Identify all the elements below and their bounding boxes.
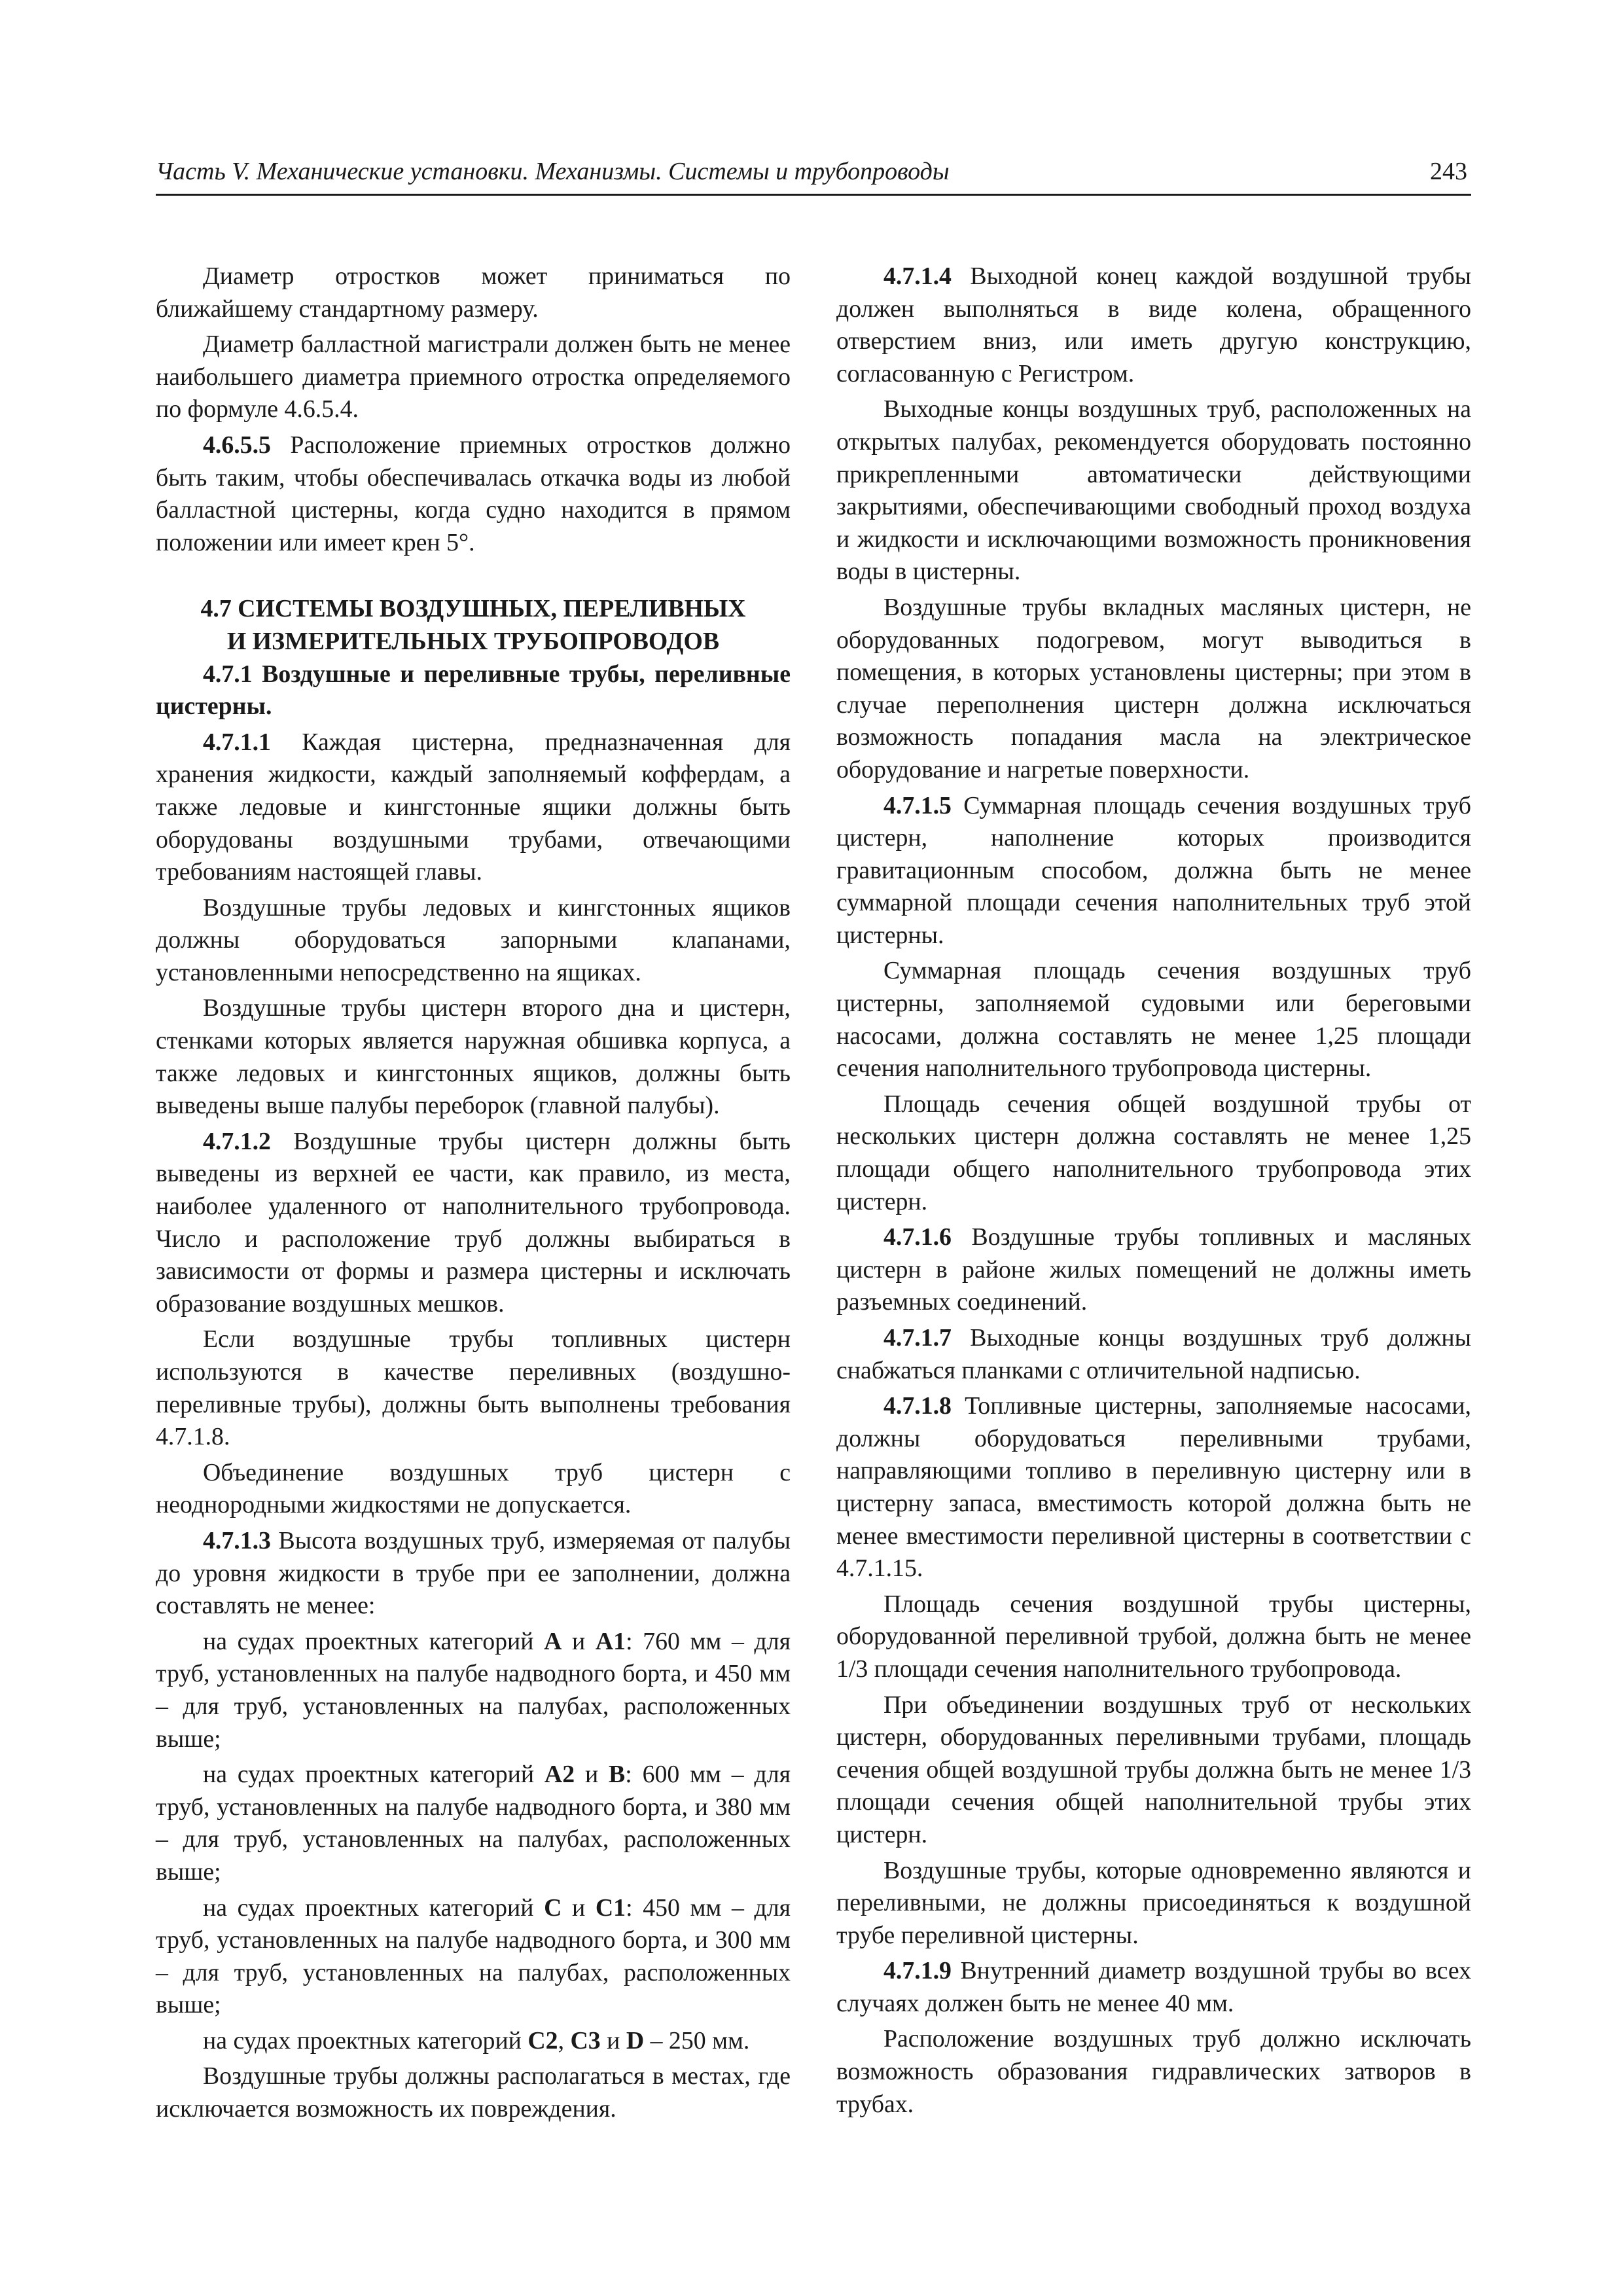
clause-number: 4.7.1.6 [883,1223,952,1251]
clause-number: 4.7.1.7 [883,1324,952,1352]
paragraph: Суммарная площадь сечения воздушных труб цистерны, заполняемой судовыми или береговыми насосами, должна составлять не менее 1,25 площади сечения наполнительного трубопровода цистерны. [836,957,1471,1083]
category-label: С [544,1893,562,1922]
right-column [836,260,1471,2121]
paragraph-text: на судах проектных категорий [203,1893,544,1922]
running-title: Часть V. Механические установки. Механизмы. Системы и трубопроводы [156,158,950,185]
paragraph-text: , [558,2026,571,2054]
paragraph: Площадь сечения воздушной трубы цистерны, оборудованной переливной трубой, должна быть не менее 1/3 площади сечения наполнительного трубопровода. [836,1590,1471,1683]
category-label: D [626,2026,645,2054]
paragraph-text: Высота воздушных труб, измеряемая от палубы до уровня жидкости в трубе при ее заполнении, должна составлять не менее: [156,1526,791,1620]
paragraph-text: и [600,2026,626,2054]
paragraph: Воздушные трубы должны располагаться в местах, где исключается возможность их повреждения. [156,2062,791,2123]
paragraph: Расположение воздушных труб должно исключать возможность образования гидравлических затворов в трубах. [836,2025,1471,2118]
paragraph [156,1892,791,2022]
paragraph-text: Воздушные трубы топливных и масляных цистерн в районе жилых помещений не должны иметь разъемных соединений. [836,1223,1471,1316]
page-header [156,154,1471,196]
paragraph [156,2025,791,2058]
section-heading [156,593,791,658]
category-label: А [544,1627,562,1655]
category-label: С2 [527,2026,558,2054]
page-number: 243 [1430,158,1467,185]
clause-number: 4.7.1.3 [203,1526,271,1554]
paragraph-text: и [562,1893,596,1922]
paragraph-text: на судах проектных категорий [203,1761,544,1789]
paragraph [836,1955,1471,2020]
paragraph-text: на судах проектных категорий [203,1627,544,1655]
paragraph-text: : 600 мм – для труб, установленных на палубе надводного борта, и 380 мм – для труб, установленных на палубах, расположенных выше; [156,1761,791,1886]
paragraph [156,429,791,559]
paragraph [156,1759,791,1888]
left-column [156,260,791,2126]
paragraph-text: Внутренний диаметр воздушной трубы во всех случаях должен быть не менее 40 мм. [836,1957,1471,2017]
paragraph-text: Выходные концы воздушных труб должны снабжаться планками с отличительной надписью. [836,1324,1471,1384]
paragraph: Воздушные трубы цистерн второго дна и цистерн, стенками которых является наружная обшивка корпуса, а также ледовых и кингстонных ящиков, должны быть выведены выше палубы переборок (главной палубы). [156,994,791,1120]
section-heading-line: И ИЗМЕРИТЕЛЬНЫХ ТРУБОПРОВОДОВ [226,627,720,655]
paragraph: Воздушные трубы вкладных масляных цистерн, не оборудованных подогревом, могут выводиться в помещения, в которых установлены цистерны; при этом в случае переполнения цистерн должна исключаться возможность попадания масла на электрическое оборудование и нагретые поверхности. [836,593,1471,783]
paragraph: При объединении воздушных труб от нескольких цистерн, оборудованных переливными трубами, площадь сечения общей воздушной трубы должна быть не менее 1/3 площади сечения общей наполнительной трубы этих цистерн. [836,1691,1471,1848]
paragraph [836,1322,1471,1387]
clause-number: 4.7.1.2 [203,1127,271,1155]
paragraph: Если воздушные трубы топливных цистерн используются в качестве переливных (воздушно-переливные трубы), должны быть выполнены требования 4.7.1.8. [156,1325,791,1451]
paragraph: Выходные концы воздушных труб, расположенных на открытых палубах, рекомендуется оборудовать постоянно прикрепленными автоматически действующими закрытиями, обеспечивающими свободный проход воздуха и жидкости и исключающими возможность проникновения воды в цистерны. [836,395,1471,586]
clause-number: 4.6.5.5 [203,431,271,459]
paragraph: Воздушные трубы, которые одновременно являются и переливными, не должны присоединяться к воздушной трубе переливной цистерны. [836,1856,1471,1949]
clause-number: 4.7.1.8 [883,1392,952,1420]
section-heading-line: 4.7 СИСТЕМЫ ВОЗДУШНЫХ, ПЕРЕЛИВНЫХ [200,595,746,623]
paragraph-text: на судах проектных категорий [203,2026,528,2054]
category-label: А1 [595,1627,626,1655]
paragraph-text: и [562,1627,596,1655]
clause-number: 4.7.1.1 [203,728,271,756]
paragraph [836,1390,1471,1585]
paragraph [836,260,1471,390]
paragraph: Диаметр отростков может приниматься по ближайшему стандартному размеру. [156,262,791,323]
paragraph-text: и [575,1761,609,1789]
paragraph [836,1221,1471,1319]
paragraph: Объединение воздушных труб цистерн с неоднородными жидкостями не допускается. [156,1458,791,1519]
category-label: С1 [595,1893,626,1922]
paragraph-text: Выходной конец каждой воздушной трубы должен выполняться в виде колена, обращенного отверстием вниз, или иметь другую конструкцию, согласованную с Регистром. [836,262,1471,387]
paragraph: Диаметр балластной магистрали должен быть не менее наибольшего диаметра приемного отростка определяемого по формуле 4.6.5.4. [156,331,791,423]
clause-number: 4.7.1.4 [883,262,952,290]
paragraph [156,1626,791,1755]
paragraph-text: Каждая цистерна, предназначенная для хранения жидкости, каждый заполняемый коффердам, а также ледовые и кингстонные ящики должны быть оборудованы воздушными трубами, отвечающими требованиям настоящей главы. [156,728,791,886]
paragraph [156,726,791,889]
paragraph [156,1126,791,1321]
paragraph-text: – 250 мм. [644,2026,750,2054]
paragraph [156,1525,791,1623]
clause-number: 4.7.1.9 [883,1957,952,1985]
paragraph-text: : 450 мм – для труб, установленных на палубе надводного борта, и 300 мм – для труб, установленных на палубах, расположенных выше; [156,1893,791,2019]
category-label: А2 [544,1761,575,1789]
paragraph: Площадь сечения общей воздушной трубы от нескольких цистерн должна составлять не менее 1,25 площади общего наполнительного трубопровода этих цистерн. [836,1090,1471,1215]
category-label: С3 [570,2026,601,2054]
paragraph-text: Расположение приемных отростков должно быть таким, чтобы обеспечивалась откачка воды из любой балластной цистерны, когда судно находится в прямом положении или имеет крен 5°. [156,431,791,556]
paragraph: Воздушные трубы ледовых и кингстонных ящиков должны оборудоваться запорными клапанами, установленными непосредственно на ящиках. [156,893,791,986]
category-label: В [609,1761,626,1789]
clause-number: 4.7.1.5 [883,791,952,819]
paragraph-text: Суммарная площадь сечения воздушных труб цистерн, наполнение которых производится гравитационным способом, должна быть не менее суммарной площади сечения наполнительных труб этой цистерны. [836,791,1471,949]
subsection-heading: 4.7.1 Воздушные и переливные трубы, переливные цистерны. [156,660,791,721]
paragraph-text: : 760 мм – для труб, установленных на палубе надводного борта, и 450 мм – для труб, установленных на палубах, расположенных выше; [156,1627,791,1753]
paragraph [836,790,1471,952]
paragraph-text: Воздушные трубы цистерн должны быть выведены из верхней ее части, как правило, из места, наиболее удаленного от наполнительного трубопровода. Число и расположение труб должны выбираться в зависимости от формы и размера цистерны и исключать образование воздушных мешков. [156,1127,791,1318]
paragraph-text: Топливные цистерны, заполняемые насосами, должны оборудоваться переливными трубами, направляющими топливо в переливную цистерну или в цистерну запаса, вместимость которой должна быть не менее вместимости переливной цистерны в соответствии с 4.7.1.15. [836,1392,1471,1583]
